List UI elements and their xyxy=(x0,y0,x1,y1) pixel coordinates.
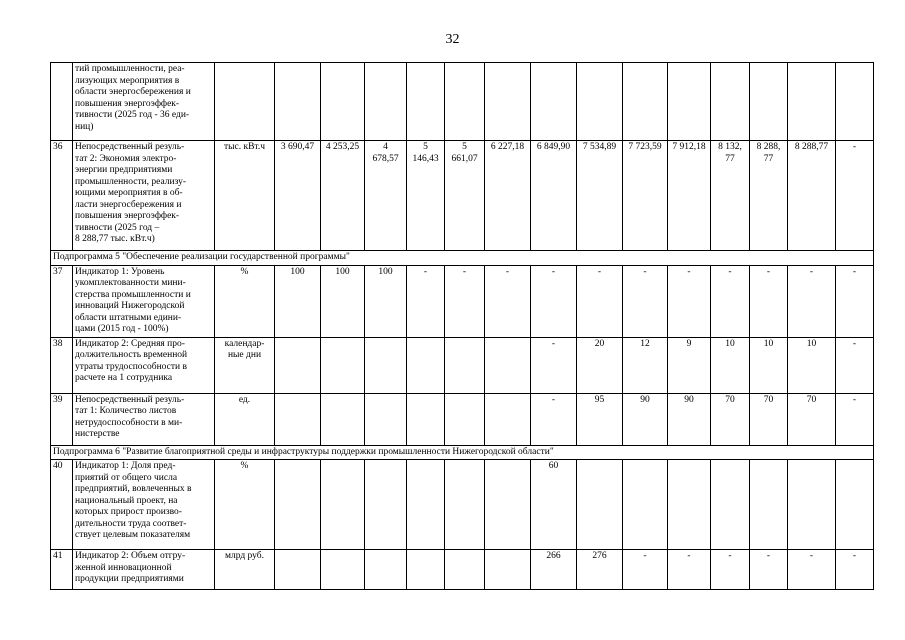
value-cell xyxy=(531,265,577,337)
row-number-text: 37 xyxy=(53,266,63,277)
value-cell xyxy=(321,337,365,393)
value-cell xyxy=(365,63,407,141)
value-cell-text: 8 288,77 xyxy=(794,142,829,152)
value-cell xyxy=(750,460,788,550)
value-cell-text: 6 849,90 xyxy=(536,142,571,152)
value-cell-text: - xyxy=(551,394,556,405)
value-cell xyxy=(275,393,321,445)
value-cell xyxy=(711,141,750,251)
value-cell xyxy=(711,337,750,393)
value-cell xyxy=(531,550,577,590)
value-cell xyxy=(750,63,788,141)
value-cell xyxy=(668,337,711,393)
value-cell xyxy=(788,337,836,393)
value-cell xyxy=(623,460,668,550)
value-cell xyxy=(836,393,874,445)
indicator-name xyxy=(73,141,215,251)
value-cell-text: 8 132, 77 xyxy=(718,142,742,164)
value-cell xyxy=(668,141,711,251)
value-cell xyxy=(365,460,407,550)
value-cell-text: - xyxy=(551,338,556,349)
unit-cell-text: тыс. кВт.ч xyxy=(223,142,266,152)
value-cell xyxy=(711,265,750,337)
value-cell-text: 8 288, 77 xyxy=(756,142,781,164)
indicator-name-text: Непосредственный резуль- тат 2: Экономия электро- энергии предприятиями промышленности, реализу- ющими мероприятия в об- ласти энергосбережения и повышения энергоэффек- тивности (2025 год – 8 288,77 тыс. кВт.ч) xyxy=(75,142,187,244)
value-cell-text: 9 xyxy=(686,338,692,349)
table-row xyxy=(51,63,874,141)
value-cell xyxy=(365,141,407,251)
value-cell xyxy=(485,460,531,550)
value-cell-text: - xyxy=(809,266,814,277)
table-row xyxy=(51,550,874,590)
value-cell xyxy=(321,393,365,445)
value-cell xyxy=(445,141,485,251)
value-cell xyxy=(407,63,445,141)
value-cell xyxy=(407,265,445,337)
value-cell xyxy=(407,550,445,590)
indicator-name xyxy=(73,550,215,590)
value-cell-text: 90 xyxy=(640,394,650,405)
value-cell xyxy=(836,460,874,550)
value-cell xyxy=(531,337,577,393)
value-cell xyxy=(485,393,531,445)
unit-cell xyxy=(215,337,275,393)
value-cell-text: 3 690,47 xyxy=(280,142,315,152)
unit-cell xyxy=(215,550,275,590)
value-cell xyxy=(321,460,365,550)
value-cell-text: 276 xyxy=(592,551,607,561)
row-number-text: 40 xyxy=(53,461,63,471)
unit-cell-text: млрд руб. xyxy=(224,551,265,561)
value-cell xyxy=(445,265,485,337)
value-cell xyxy=(711,460,750,550)
value-cell-text: 100 xyxy=(378,266,393,277)
value-cell xyxy=(485,63,531,141)
value-cell xyxy=(623,393,668,445)
value-cell-text: 7 912,18 xyxy=(672,142,706,152)
value-cell xyxy=(445,393,485,445)
value-cell-text: 60 xyxy=(548,461,559,471)
value-cell xyxy=(788,141,836,251)
value-cell-text: 6 227,18 xyxy=(490,142,525,152)
value-cell xyxy=(750,265,788,337)
unit-cell xyxy=(215,141,275,251)
row-number-text: 39 xyxy=(53,394,63,405)
row-number xyxy=(51,265,73,337)
value-cell xyxy=(788,63,836,141)
value-cell xyxy=(836,63,874,141)
value-cell-text: 5 146,43 xyxy=(412,142,439,164)
value-cell-text: - xyxy=(809,551,814,561)
value-cell xyxy=(531,141,577,251)
value-cell xyxy=(668,265,711,337)
value-cell xyxy=(668,393,711,445)
row-number xyxy=(51,63,73,141)
value-cell xyxy=(788,393,836,445)
table-row xyxy=(51,265,874,337)
row-number xyxy=(51,460,73,550)
indicator-name xyxy=(73,337,215,393)
value-cell xyxy=(321,141,365,251)
value-cell xyxy=(577,460,623,550)
row-number xyxy=(51,141,73,251)
unit-cell xyxy=(215,63,275,141)
indicator-name xyxy=(73,460,215,550)
value-cell xyxy=(623,265,668,337)
indicator-name xyxy=(73,63,215,141)
value-cell xyxy=(623,337,668,393)
value-cell-text: 70 xyxy=(763,394,774,405)
subprogram-heading: Подпрограмма 5 "Обеспечение реализации государственной программы" xyxy=(51,251,874,266)
value-cell-text: 5 661,07 xyxy=(451,142,478,164)
unit-cell xyxy=(215,460,275,550)
value-cell xyxy=(750,393,788,445)
value-cell-text: - xyxy=(505,266,510,277)
value-cell-text: 95 xyxy=(594,394,605,405)
value-cell xyxy=(750,337,788,393)
unit-cell-text: % xyxy=(240,266,249,277)
value-cell-text: 10 xyxy=(763,338,774,349)
value-cell xyxy=(788,460,836,550)
value-cell-text: - xyxy=(852,142,857,152)
value-cell xyxy=(836,141,874,251)
value-cell xyxy=(365,265,407,337)
value-cell xyxy=(668,460,711,550)
value-cell-text: 266 xyxy=(546,551,561,561)
section-row xyxy=(51,251,874,266)
value-cell xyxy=(445,460,485,550)
value-cell xyxy=(623,63,668,141)
value-cell-text: - xyxy=(852,394,857,405)
unit-cell-text: ед. xyxy=(238,394,251,405)
indicator-name xyxy=(73,265,215,337)
value-cell-text: - xyxy=(852,338,857,349)
value-cell xyxy=(711,393,750,445)
value-cell-text: 12 xyxy=(640,338,650,349)
value-cell-text: - xyxy=(597,266,602,277)
value-cell xyxy=(321,550,365,590)
value-cell-text: 10 xyxy=(725,338,735,349)
value-cell-text: 100 xyxy=(290,266,305,277)
value-cell xyxy=(407,393,445,445)
value-cell xyxy=(485,550,531,590)
row-number-text: 38 xyxy=(53,338,63,349)
value-cell xyxy=(445,337,485,393)
value-cell xyxy=(275,550,321,590)
value-cell-text: - xyxy=(728,551,732,561)
value-cell xyxy=(407,141,445,251)
value-cell-text: - xyxy=(423,266,428,277)
value-cell xyxy=(836,550,874,590)
value-cell xyxy=(445,550,485,590)
value-cell xyxy=(623,550,668,590)
value-cell-text: 70 xyxy=(725,394,735,405)
value-cell xyxy=(365,550,407,590)
value-cell xyxy=(321,63,365,141)
unit-cell xyxy=(215,393,275,445)
value-cell xyxy=(711,63,750,141)
table-row xyxy=(51,337,874,393)
value-cell xyxy=(577,393,623,445)
value-cell-text: - xyxy=(766,551,771,561)
value-cell xyxy=(407,460,445,550)
table-row xyxy=(51,460,874,550)
value-cell xyxy=(531,393,577,445)
subprogram-heading: Подпрограмма 6 "Развитие благоприятной среды и инфраструктуры поддержки промышленности Нижегородской области" xyxy=(51,445,874,460)
value-cell xyxy=(750,141,788,251)
value-cell xyxy=(321,265,365,337)
value-cell-text: - xyxy=(462,266,467,277)
indicator-name xyxy=(73,393,215,445)
value-cell xyxy=(531,460,577,550)
row-number-text: 41 xyxy=(53,551,63,561)
value-cell-text: - xyxy=(687,551,691,561)
value-cell-text: 20 xyxy=(594,338,605,349)
value-cell-text: - xyxy=(728,266,732,277)
indicator-name-text: Индикатор 1: Уровень укомплектованности мини- стерства промышленности и инноваций Нижегородской области штатными едини- цами (2015 год - 100%) xyxy=(75,266,191,334)
indicator-name-text: Индикатор 2: Объем отгру- женной инновационной продукции предприятиями xyxy=(75,551,186,584)
value-cell-text: 10 xyxy=(806,338,817,349)
value-cell xyxy=(788,550,836,590)
row-number xyxy=(51,393,73,445)
value-cell xyxy=(275,460,321,550)
value-cell xyxy=(407,337,445,393)
value-cell xyxy=(836,337,874,393)
value-cell xyxy=(836,265,874,337)
value-cell xyxy=(577,141,623,251)
value-cell xyxy=(668,63,711,141)
value-cell-text: 4 678,57 xyxy=(372,142,399,164)
table-row xyxy=(51,393,874,445)
value-cell-text: 70 xyxy=(806,394,817,405)
value-cell-text: - xyxy=(643,551,647,561)
value-cell xyxy=(750,550,788,590)
value-cell xyxy=(485,265,531,337)
value-cell xyxy=(485,337,531,393)
value-cell xyxy=(623,141,668,251)
value-cell xyxy=(275,141,321,251)
unit-cell-text: календар- ные дни xyxy=(224,338,265,360)
value-cell xyxy=(445,63,485,141)
value-cell xyxy=(365,337,407,393)
value-cell xyxy=(365,393,407,445)
indicator-name-text: Непосредственный резуль- тат 1: Количество листов нетрудоспособности в ми- нистерстве xyxy=(75,394,185,439)
value-cell xyxy=(485,141,531,251)
row-number-text: 36 xyxy=(53,142,63,152)
value-cell xyxy=(577,265,623,337)
section-row xyxy=(51,445,874,460)
value-cell xyxy=(275,63,321,141)
value-cell-text: - xyxy=(766,266,771,277)
page-number: 32 xyxy=(445,32,460,47)
value-cell-text: - xyxy=(687,266,691,277)
unit-cell-text: % xyxy=(240,461,249,471)
unit-cell xyxy=(215,265,275,337)
value-cell xyxy=(577,550,623,590)
value-cell xyxy=(275,265,321,337)
value-cell xyxy=(668,550,711,590)
indicator-name-text: Индикатор 1: Доля пред- приятий от общего числа предприятий, вовлеченных в национальный проект, на которых прирост произво- дительности труда соответ- ствует целевым показателям xyxy=(75,461,192,540)
value-cell-text: - xyxy=(643,266,647,277)
table-row xyxy=(51,141,874,251)
indicators-table xyxy=(50,62,874,590)
value-cell xyxy=(577,337,623,393)
value-cell xyxy=(531,63,577,141)
value-cell-text: 90 xyxy=(684,394,694,405)
value-cell xyxy=(275,337,321,393)
value-cell-text: 7 723,59 xyxy=(628,142,662,152)
value-cell xyxy=(788,265,836,337)
row-number xyxy=(51,337,73,393)
value-cell-text: - xyxy=(551,266,556,277)
indicator-name-text: Индикатор 2: Средняя про- должительность временной утраты трудоспособности в расчете на 1 сотрудника xyxy=(75,338,188,383)
value-cell-text: - xyxy=(852,266,857,277)
value-cell-text: - xyxy=(852,551,857,561)
value-cell-text: 4 253,25 xyxy=(325,142,360,152)
value-cell-text: 7 534,89 xyxy=(582,142,617,152)
indicator-name-text: тий промышленности, реа- лизующих мероприятия в области энергосбережения и повышения энергоэффек- тивности (2025 год - 36 еди- ниц) xyxy=(75,64,191,132)
value-cell-text: 100 xyxy=(335,266,350,277)
row-number xyxy=(51,550,73,590)
value-cell xyxy=(711,550,750,590)
value-cell xyxy=(577,63,623,141)
